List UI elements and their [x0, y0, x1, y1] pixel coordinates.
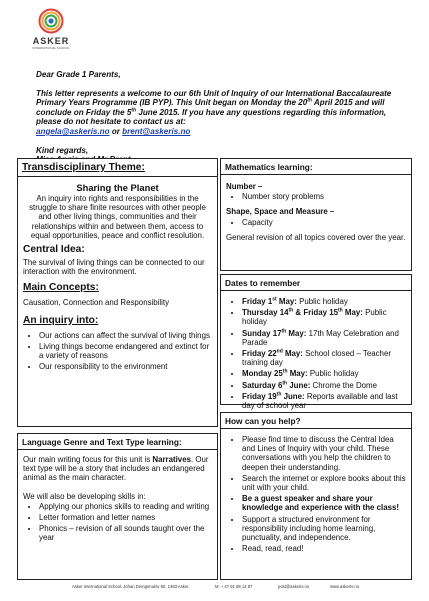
math-shape-title: Shape, Space and Measure –: [226, 207, 335, 217]
list-item: • Support a structured environment for responsibility including home learning, punctuality, and independence.: [242, 515, 406, 543]
list-item: • Our responsibility to the environment: [39, 362, 212, 371]
list-item: • Search the internet or explore books about this unit with your child.: [242, 474, 406, 492]
letter-sup1: th: [307, 97, 312, 104]
list-item: • Please find time to discuss the Central Idea and Lines of Inquiry with your child. These conversations with you help the children to deepen their understanding.: [242, 435, 406, 472]
intro-letter: [36, 70, 396, 165]
language-p1-end: . Our text type will be a story that includes an endangered animal as the main character.: [23, 455, 209, 483]
list-item: • Monday 25th May: Public holiday: [242, 369, 406, 378]
list-item: • Be a guest speaker and share your knowledge and experience with the class!: [242, 494, 406, 512]
theme-description: An inquiry into rights and responsibilities in the struggle to share finite resources with other people and other living things, communities and their relationships within and between them, access to equal opportunities, peace and conflict resolution.: [29, 194, 206, 240]
list-item: • Saturday 6th June: Chrome the Dome: [242, 381, 406, 390]
list-item: • Number story problems: [242, 192, 406, 201]
email-link-brent[interactable]: brent@askeris.no: [122, 126, 191, 136]
list-item: • Phonics – revision of all sounds taught over the year: [39, 524, 212, 542]
math-number-list: [226, 192, 406, 201]
math-shape-list: [226, 218, 406, 227]
language-skills-list: [23, 502, 212, 543]
list-item: • Applying our phonics skills to reading and writing: [39, 502, 212, 511]
letter-greeting: Dear Grade 1 Parents,: [36, 70, 121, 79]
dates-box: [220, 274, 412, 411]
language-p1-start: Our main writing focus for this unit is: [23, 455, 153, 464]
footer-address: Asker International School. Johan Drengsrudsv 60, 1383 Asker.: [72, 584, 190, 589]
letter-sup2: th: [131, 107, 137, 114]
help-list: [226, 435, 406, 553]
main-concepts-title: Main Concepts:: [23, 282, 99, 294]
math-header: Mathematics learning:: [221, 159, 411, 175]
language-paragraph-2: We will also be developing skills in:: [23, 491, 146, 501]
letter-regards: Kind regards,: [36, 145, 89, 155]
unit-overview-box: [17, 158, 218, 427]
central-idea-text: The survival of living things can be connected to our interaction with the environment.: [23, 258, 205, 277]
logo-name: ASKER: [32, 36, 70, 46]
language-header: Language Genre and Text Type learning:: [18, 434, 217, 450]
language-box: [17, 433, 218, 580]
mathematics-box: [220, 158, 412, 271]
school-logo: [30, 8, 72, 50]
language-paragraph-1: [23, 455, 212, 483]
email-link-angela[interactable]: angela@askeris.no: [36, 126, 110, 136]
dates-list: [226, 297, 406, 410]
help-box: [220, 412, 412, 580]
dates-header: Dates to remember: [221, 275, 411, 291]
theme-header: Transdisciplinary Theme:: [18, 159, 217, 177]
list-item: • Our actions can affect the survival of living things: [39, 331, 212, 340]
letter-body-part2: April 2015 and will conclude on Friday the 5: [36, 98, 385, 117]
list-item: • Read, read, read!: [242, 544, 406, 553]
footer-phone: M: + 47 91 69 14 87: [215, 584, 253, 589]
letter-or: or: [109, 126, 123, 136]
language-p1-bold: Narratives: [152, 455, 191, 464]
inquiry-list: [23, 331, 212, 372]
logo-subtitle: INTERNATIONAL SCHOOL: [32, 46, 70, 50]
letter-body-part1: This letter represents a welcome to our 6th Unit of Inquiry of our International Baccalaureate Primary Years Programme (IB PYP). This Unit began on Monday the 20: [36, 88, 392, 108]
footer-website[interactable]: www.askeris.no: [330, 584, 360, 589]
help-header: How can you help?: [221, 413, 411, 429]
inquiry-title: An inquiry into:: [23, 314, 99, 326]
math-number-title: Number –: [226, 182, 263, 191]
list-item: • Friday 22nd May: School closed – Teacher training day: [242, 349, 406, 367]
list-item: • Friday 1st May: Public holiday: [242, 297, 406, 306]
letter-body: [36, 89, 396, 137]
list-item: • Capacity: [242, 218, 406, 227]
list-item: • Living things become endangered and extinct for a variety of reasons: [39, 342, 212, 360]
central-idea-title: Central Idea:: [23, 244, 85, 256]
main-concepts-text: Causation, Connection and Responsibility: [23, 298, 170, 308]
list-item: • Friday 19th June: Reports available and last day of school year: [242, 392, 406, 410]
school-logo-icon: [38, 8, 64, 34]
list-item: • Sunday 17th May: 17th May Celebration and Parade: [242, 329, 406, 347]
math-general: General revision of all topics covered over the year.: [226, 232, 406, 242]
footer-email[interactable]: post@askeris.no: [278, 584, 310, 589]
list-item: • Thursday 14th & Friday 15th May: Public holiday: [242, 308, 406, 326]
theme-title: Sharing the Planet: [76, 182, 159, 193]
list-item: • Letter formation and letter names: [39, 513, 212, 522]
letter-body-part3: June 2015. If you have any questions regarding this information, please do not hesitate to contact us at:: [36, 107, 387, 127]
